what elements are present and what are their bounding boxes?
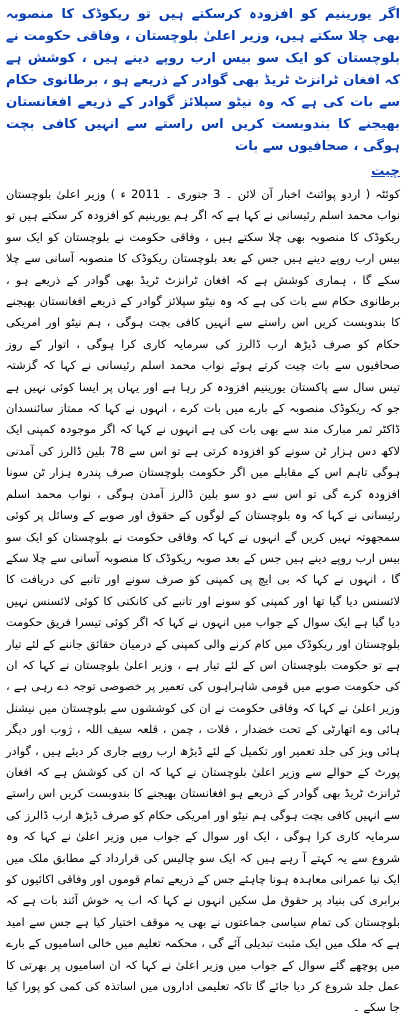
article-body: کوئٹہ ( اردو پوائنٹ اخبار آن لائن ۔ 3 جنوری ۔ 2011 ء ) وزیر اعلیٰ بلوچستان نواب محمد اسلم رئیسانی نے کہا ہے کہ اگر ہم یورینیم کو افزودہ کر سکتے ہیں تو ریکوڈک کا منصوبہ بھی چلا سکتے ہیں ، وفاقی حکومت نے بلوچستان کو ایک سو بیس ارب روپے دینے ہیں جس کے بعد بلوچستان ریکوڈک کا منصوبہ آسانی سے چلا سکے گا ، ہماری کوشش ہے کہ افغان ٹرانزٹ ٹریڈ بھی گوادر کے ذریعے ہو ، برطانوی حکام سے بات کی ہے کہ وہ نیٹو سپلائز گوادر کے ذریعے افغانستان بھیجنے کا بندوبست کریں اس راستے سے انہیں کافی بچت ہوگی ، ہم نیٹو اور امریکی حکام کو صرف ڈیڑھ ارب ڈالرز کی سرمایہ کاری کرا ہوگی ، اتوار کے روز صحافیوں سے بات چیت کرتے ہوئے نواب محمد اسلم رئیسانی نے کہا کہ گزشتہ تیس سال سے پاکستان یورینیم افزودہ کر رہا ہے اور یہاں پر ایسا کوئی نہیں ہے جو کہ ریکوڈک منصوبہ کے بارے میں بات کرے ، انہوں نے کہا کہ ممتاز سائنسدان ڈاکٹر ثمر مبارک مند سے بھی بات کی ہے انہوں نے کہا کہ اگر موجودہ کمپنی ایک لاکھ دس ہزار ٹن سونے کو افزودہ کرتی ہے تو اس سے 78 بلین ڈالرز کی آمدنی ہوگی تاہم اس کے مقابلے میں اگر حکومت بلوچستان صرف پندرہ ہزار ٹن سونا افزودہ کرے گی تو اس سے دو سو بلین ڈالرز آمدن ہوگی ، نواب محمد اسلم رئیسانی نے کہا کہ وہ بلوچستان کے لوگوں کے حقوق اور صوبے کے وسائل پر کوئی سمجھوتہ نہیں کریں گے انہوں نے کہا کہ وفاقی حکومت نے بلوچستان کو ایک سو بیس ارب روپے دینے ہیں جس کے بعد صوبہ ریکوڈک کا منصوبہ آسانی سے چلا سکے گا ، انہوں نے کہا کہ بی ایچ پی کمپنی کو صرف سونے اور تانبے کی دریافت کا لائسنس دیا گیا تھا اور کمپنی کو سونے اور تانبے کی کانکنی کا کوئی لائسنس نہیں دیا گیا ہے ایک سوال کے جواب میں انہوں نے کہا کہ اگر کوئی تیسرا فریق حکومت بلوچستان اور ریکوڈک میں کام کرنے والی کمپنی کے درمیان حقائق جاننے کے لئے تیار ہے تو حکومت بلوچستان اس کے لئے تیار ہے ، وزیر اعلیٰ بلوچستان نے کہا کہ ان کی حکومت صوبے میں قومی شاہراہوں کی تعمیر پر خصوصی توجہ دے رہی ہے ، وزیر اعلیٰ نے کہا کہ وفاقی حکومت نے ان کی کوششوں سے بلوچستان میں نیشنل ہائی وے اتھارٹی کے تحت خضدار ، قلات ، چمن ، قلعہ سیف اللہ ، ژوب اور دیگر ہائی ویز کی جلد تعمیر اور تکمیل کے لئے ڈیڑھ ارب روپے جاری کر دیئے ہیں ، گوادر پورٹ کے حوالے سے وزیر اعلیٰ بلوچستان نے کہا کہ ان کی کوشش ہے کہ افغان ٹرانزٹ ٹریڈ بھی گوادر کے ذریعے ہو افغانستان بھیجنے کا بندوبست کریں اس راستے سے انہیں کافی بچت ہوگی ہم نیٹو اور امریکی حکام کو صرف ڈیڑھ ارب ڈالرز کی سرمایہ کاری کرا ہوگی ، ایک اور سوال کے جواب میں وزیر اعلیٰ نے کہا کہ وہ شروع سے یہ کہتے آ رہے ہیں کہ ایک سو چالیس کی قرارداد کے مطابق ملک میں ایک نیا عمرانی معاہدہ ہونا چاہئے جس کے ذریعے تمام قوموں اور وفاقی اکائیوں کو برابری کی بنیاد پر حقوق مل سکیں انہوں نے کہا کہ اب یہ خوش آئند بات ہے کہ بلوچستان کی تمام سیاسی جماعتوں نے بھی یہ موقف اختیار کیا ہے جس سے امید ہے کہ ملک میں ایک مثبت تبدیلی آئے گی ، محکمہ تعلیم میں خالی اسامیوں کے بارے میں پوچھے گئے سوال کے جواب میں وزیر اعلیٰ نے کہا کہ ان اسامیوں پر بھرتی کا عمل جلد شروع کر دیا جائے گا تاکہ تعلیمی اداروں میں اساتذہ کی کمی کو پورا کیا جا سکے ۔	[6, 187, 401, 1015]
headline-continuation: چیت	[371, 164, 400, 179]
article-headline: اگر یورینیم کو افزودہ کرسکتے ہیں تو ریکوڈک کا منصوبہ بھی چلا سکتے ہیں، وزیر اعلیٰ بلوچستان ، وفاقی حکومت نے بلوچستان کو ایک سو بیس ارب روپے دینے ہیں ، کوشش ہے کہ افغان ٹرانزٹ ٹریڈ بھی گوادر کے ذریعے ہو ، برطانوی حکام سے بات کی ہے کہ وہ نیٹو سپلائز گوادر کے ذریعے افغانستان بھیجنے کا بندوبست کریں اس راستے سے انہیں کافی بچت ہوگی ، صحافیوں سے بات	[6, 7, 400, 154]
